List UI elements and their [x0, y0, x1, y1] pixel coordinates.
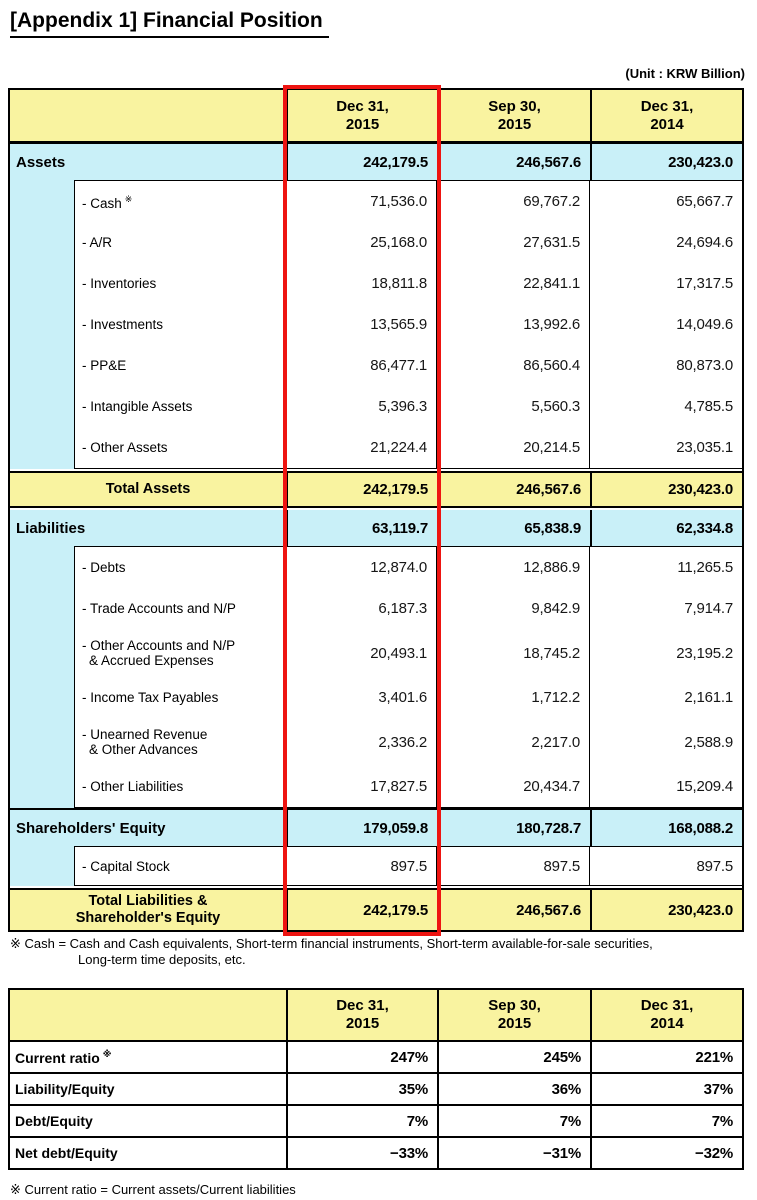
ratio-row-current-ratio: [10, 1040, 742, 1072]
debt-equity-dec2015: 7%: [286, 1106, 437, 1136]
ratio-header-row: [10, 990, 742, 1040]
inventories-value-sep2015: 22,841.1: [436, 263, 589, 304]
debts-value-dec2015: 12,874.0: [370, 559, 427, 576]
item-label-text: - Capital Stock: [82, 858, 170, 874]
total-liabilities-equity-row: [10, 888, 742, 930]
header-date-line2: 2015: [497, 115, 532, 133]
item-label-income-tax: [75, 677, 285, 718]
unearned-value-dec2015: 2,336.2: [378, 733, 427, 751]
other-liabilities-value-sep2015: 20,434.7: [436, 766, 589, 807]
item-label-text: - Trade Accounts and N/P: [82, 601, 236, 616]
footnote-cash-line2: Long-term time deposits, etc.: [78, 952, 246, 967]
reference-mark: ※: [102, 1048, 112, 1059]
capital-stock-value-dec2015: 897.5: [390, 857, 427, 875]
item-label-text: - A/R: [82, 235, 113, 250]
total-assets-value-dec2015: 242,179.5: [286, 473, 437, 506]
item-label-line2: & Other Advances: [89, 742, 198, 757]
capital-stock-value-dec2014: 897.5: [589, 847, 742, 885]
item-label-other-accounts: [75, 629, 285, 677]
liabilities-items-box: [74, 546, 742, 808]
item-label-line1: - Unearned Revenue: [82, 727, 208, 742]
item-label-cash: [75, 181, 285, 222]
liabilities-left-strip: [10, 546, 74, 808]
financial-position-table: [8, 88, 744, 932]
intangible-value-dec2014: 4,785.5: [589, 386, 742, 427]
other-assets-value-dec2015: 21,224.4: [370, 439, 427, 456]
total-liabilities-equity-label: [10, 890, 286, 930]
current-ratio-dec2014: 221%: [590, 1042, 742, 1072]
assets-value-sep2015: 246,567.6: [437, 144, 590, 180]
ppe-value-dec2015: 86,477.1: [370, 357, 427, 374]
current-ratio-sep2015: 245%: [437, 1042, 590, 1072]
debt-equity-sep2015: 7%: [437, 1106, 590, 1136]
other-assets-value-sep2015: 20,214.5: [436, 427, 589, 468]
item-row-other-liabilities: [75, 766, 742, 807]
ar-value-dec2015: 25,168.0: [370, 234, 427, 251]
trade-value-dec2015: 6,187.3: [378, 600, 427, 617]
ratio-header-col-sep-30-2015: [437, 990, 590, 1040]
total-assets-label: [10, 473, 286, 506]
item-row-other-assets: [75, 427, 742, 468]
unearned-value-sep2015: 2,217.0: [436, 718, 589, 766]
item-label-unearned-revenue: [75, 718, 285, 766]
ratio-row-net-debt-equity: [10, 1136, 742, 1168]
other-accounts-value-sep2015: 18,745.2: [436, 629, 589, 677]
item-label-investments: [75, 304, 285, 345]
other-accounts-value-dec2014: 23,195.2: [589, 629, 742, 677]
item-row-other-accounts: [75, 629, 742, 677]
income-tax-value-sep2015: 1,712.2: [436, 677, 589, 718]
liability-equity-sep2015: 36%: [437, 1074, 590, 1104]
inventories-value-dec2015: 18,811.8: [371, 275, 427, 292]
inventories-value-dec2014: 17,317.5: [589, 263, 742, 304]
item-row-cash: [75, 181, 742, 222]
investments-value-dec2014: 14,049.6: [589, 304, 742, 345]
total-assets-row: [10, 471, 742, 508]
item-row-capital-stock: [75, 847, 742, 885]
financial-ratios-table: [8, 988, 744, 1170]
section-row-liabilities: [10, 510, 742, 546]
footnote-current-ratio: ※ Current ratio = Current assets/Current liabilities: [10, 1182, 296, 1197]
assets-items-block: [10, 180, 742, 469]
item-label-ar: [75, 222, 285, 263]
other-liabilities-value-dec2014: 15,209.4: [589, 766, 742, 807]
item-label-text: - Debts: [82, 560, 126, 575]
total-le-value-dec2014: 230,423.0: [590, 890, 742, 930]
item-row-debts: [75, 547, 742, 588]
cash-value-dec2015: 71,536.0: [370, 193, 427, 210]
item-label-text: - Other Assets: [82, 440, 168, 455]
item-label-other-assets: [75, 427, 285, 468]
table-header-row: [10, 90, 742, 144]
item-label-line2: & Accrued Expenses: [89, 653, 214, 668]
section-label-assets: Assets: [16, 153, 66, 171]
ratio-label-text: Current ratio: [15, 1049, 100, 1066]
header-empty-cell: [10, 90, 286, 141]
header-date-line1: Dec 31,: [640, 97, 694, 115]
header-date-line1: Sep 30,: [488, 997, 541, 1014]
ratio-label-text: Debt/Equity: [15, 1113, 93, 1129]
item-label-text: - Cash: [82, 196, 122, 211]
item-label-line1: - Other Accounts and N/P: [82, 638, 236, 653]
net-debt-equity-sep2015: −31%: [437, 1138, 590, 1168]
ratio-header-col-dec-31-2014: [590, 990, 742, 1040]
section-row-shareholders-equity: [10, 808, 742, 846]
item-label-text: - Inventories: [82, 276, 157, 291]
item-label-intangible-assets: [75, 386, 285, 427]
reference-mark: ※: [124, 194, 133, 204]
liability-equity-dec2014: 37%: [590, 1074, 742, 1104]
page-title: [Appendix 1] Financial Position: [10, 8, 329, 38]
item-row-intangible-assets: [75, 386, 742, 427]
item-label-text: - Investments: [82, 317, 164, 332]
assets-value-dec2015: 242,179.5: [286, 144, 437, 180]
liabilities-items-block: [10, 546, 742, 808]
ratio-label-text: Net debt/Equity: [15, 1145, 118, 1161]
liabilities-value-dec2014: 62,334.8: [590, 510, 742, 546]
income-tax-value-dec2014: 2,161.1: [589, 677, 742, 718]
item-label-inventories: [75, 263, 285, 304]
total-label-text: Total Assets: [105, 481, 191, 497]
item-row-inventories: [75, 263, 742, 304]
item-row-ppe: [75, 345, 742, 386]
ar-value-sep2015: 27,631.5: [436, 222, 589, 263]
total-le-value-sep2015: 246,567.6: [437, 890, 590, 930]
liabilities-value-dec2015: 63,119.7: [286, 510, 437, 546]
ratio-header-col-dec-31-2015: [286, 990, 437, 1040]
total-le-value-dec2015: 242,179.5: [286, 890, 437, 930]
unearned-value-dec2014: 2,588.9: [589, 718, 742, 766]
ratio-label-net-debt-equity: [10, 1138, 286, 1168]
header-col-dec-31-2015: [286, 90, 437, 141]
item-label-text: - Other Liabilities: [82, 779, 184, 794]
net-debt-equity-dec2014: −32%: [590, 1138, 742, 1168]
capital-stock-value-sep2015: 897.5: [436, 847, 589, 885]
item-row-unearned-revenue: [75, 718, 742, 766]
other-assets-value-dec2014: 23,035.1: [589, 427, 742, 468]
ppe-value-sep2015: 86,560.4: [436, 345, 589, 386]
cash-value-sep2015: 69,767.2: [436, 181, 589, 222]
ratio-label-text: Liability/Equity: [15, 1081, 115, 1097]
ratio-label-liability-equity: [10, 1074, 286, 1104]
debt-equity-dec2014: 7%: [590, 1106, 742, 1136]
investments-value-dec2015: 13,565.9: [370, 316, 427, 333]
header-date-line2: 2014: [650, 1015, 684, 1032]
header-date-line1: Dec 31,: [336, 97, 389, 115]
item-label-ppe: [75, 345, 285, 386]
assets-items-box: [74, 180, 742, 469]
ratio-label-current-ratio: [10, 1042, 286, 1072]
item-label-trade-accounts: [75, 588, 285, 629]
header-date-line2: 2015: [345, 1015, 380, 1032]
item-row-income-tax: [75, 677, 742, 718]
ratio-label-debt-equity: [10, 1106, 286, 1136]
unit-note: (Unit : KRW Billion): [625, 66, 745, 81]
section-label-liabilities: Liabilities: [16, 519, 86, 537]
item-label-debts: [75, 547, 285, 588]
liabilities-value-sep2015: 65,838.9: [437, 510, 590, 546]
equity-items-box: [74, 846, 742, 886]
header-date-line1: Dec 31,: [640, 997, 694, 1014]
equity-left-strip: [10, 846, 74, 886]
header-date-line2: 2014: [650, 115, 684, 133]
assets-left-strip: [10, 180, 74, 469]
trade-value-dec2014: 7,914.7: [589, 588, 742, 629]
trade-value-sep2015: 9,842.9: [436, 588, 589, 629]
intangible-value-sep2015: 5,560.3: [436, 386, 589, 427]
equity-items-block: [10, 846, 742, 886]
header-col-dec-31-2014: [590, 90, 742, 141]
equity-value-dec2015: 179,059.8: [286, 810, 437, 846]
ratio-row-liability-equity: [10, 1072, 742, 1104]
item-label-other-liabilities: [75, 766, 285, 807]
header-col-sep-30-2015: [437, 90, 590, 141]
ratio-row-debt-equity: [10, 1104, 742, 1136]
ppe-value-dec2014: 80,873.0: [589, 345, 742, 386]
other-accounts-value-dec2015: 20,493.1: [370, 644, 427, 662]
debts-value-sep2015: 12,886.9: [436, 547, 589, 588]
assets-value-dec2014: 230,423.0: [590, 144, 742, 180]
ratio-header-empty-cell: [10, 990, 286, 1040]
header-date-line1: Sep 30,: [488, 97, 541, 115]
header-date-line1: Dec 31,: [336, 997, 389, 1014]
current-ratio-dec2015: 247%: [286, 1042, 437, 1072]
other-liabilities-value-dec2015: 17,827.5: [370, 778, 427, 795]
total-label-line2: Shareholder's Equity: [75, 910, 221, 926]
liability-equity-dec2015: 35%: [286, 1074, 437, 1104]
section-row-assets: [10, 144, 742, 180]
item-row-trade-accounts: [75, 588, 742, 629]
debts-value-dec2014: 11,265.5: [589, 547, 742, 588]
item-label-text: - Income Tax Payables: [82, 690, 219, 705]
item-row-ar: [75, 222, 742, 263]
item-label-text: - PP&E: [82, 358, 127, 373]
item-label-capital-stock: [75, 847, 285, 885]
header-date-line2: 2015: [345, 115, 380, 133]
total-assets-value-dec2014: 230,423.0: [590, 473, 742, 506]
net-debt-equity-dec2015: −33%: [286, 1138, 437, 1168]
item-label-text: - Intangible Assets: [82, 399, 193, 414]
intangible-value-dec2015: 5,396.3: [378, 398, 427, 415]
ar-value-dec2014: 24,694.6: [589, 222, 742, 263]
footnote-cash-line1: ※ Cash = Cash and Cash equivalents, Short-term financial instruments, Short-term available-for-sale securities,: [10, 936, 653, 951]
equity-value-sep2015: 180,728.7: [437, 810, 590, 846]
total-label-line1: Total Liabilities &: [88, 893, 208, 909]
income-tax-value-dec2015: 3,401.6: [378, 689, 427, 706]
total-assets-value-sep2015: 246,567.6: [437, 473, 590, 506]
item-row-investments: [75, 304, 742, 345]
cash-value-dec2014: 65,667.7: [589, 181, 742, 222]
investments-value-sep2015: 13,992.6: [436, 304, 589, 345]
equity-value-dec2014: 168,088.2: [590, 810, 742, 846]
footnote-cash: [10, 936, 757, 968]
section-label-shareholders-equity: Shareholders' Equity: [16, 819, 166, 837]
header-date-line2: 2015: [497, 1015, 532, 1032]
